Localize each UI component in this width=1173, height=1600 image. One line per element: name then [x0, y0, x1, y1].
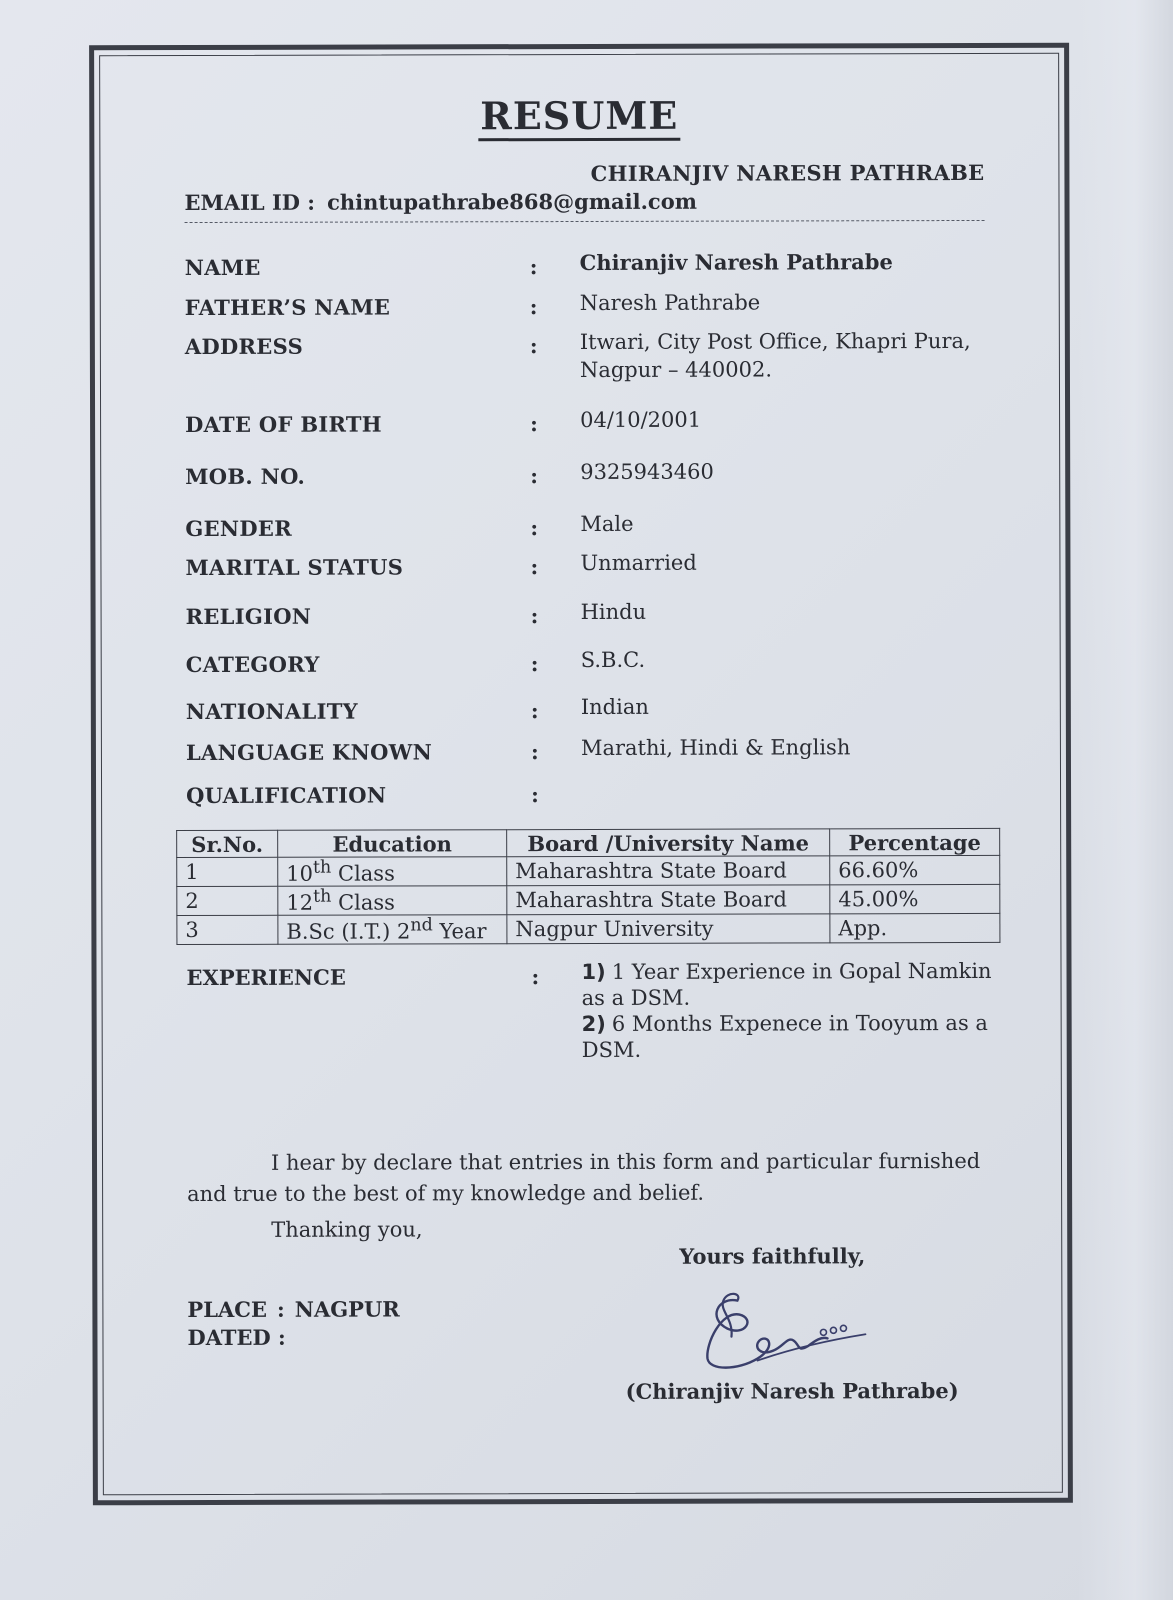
detail-label: FATHER’S NAME	[184, 294, 391, 321]
cell-education: 10th Class	[278, 857, 507, 887]
column-header: Percentage	[830, 828, 1000, 855]
detail-colon: :	[530, 651, 539, 677]
signature-image	[697, 1288, 877, 1378]
email-value: chintupathrabe868@gmail.com	[327, 188, 697, 215]
email-label: EMAIL ID :	[184, 189, 316, 216]
detail-colon: :	[530, 463, 539, 489]
cell-education: 12th Class	[278, 886, 507, 916]
cell-sr: 2	[177, 886, 278, 915]
detail-label: NATIONALITY	[185, 698, 358, 725]
signature-name: (Chiranjiv Naresh Pathrabe)	[625, 1378, 959, 1404]
cell-board: Nagpur University	[507, 914, 830, 944]
detail-label: RELIGION	[185, 603, 312, 630]
detail-colon: :	[529, 254, 538, 280]
detail-label: QUALIFICATION	[186, 782, 387, 809]
cell-percentage: 66.60%	[830, 855, 1000, 884]
detail-colon: :	[529, 294, 538, 320]
closing-text: Yours faithfully,	[679, 1243, 866, 1269]
detail-value: S.B.C.	[580, 647, 646, 673]
detail-label: LANGUAGE KNOWN	[185, 739, 433, 766]
table-row	[177, 884, 1000, 915]
email-line	[184, 189, 696, 215]
page-edge-shadow	[1078, 0, 1173, 1600]
detail-value: 9325943460	[580, 459, 714, 485]
detail-colon: :	[529, 333, 538, 359]
detail-label: MARITAL STATUS	[185, 554, 404, 581]
column-header: Board /University Name	[507, 829, 830, 857]
detail-value: Naresh Pathrabe	[579, 290, 761, 316]
place-line: PLACE : NAGPUR	[187, 1296, 400, 1323]
dated-line: DATED :	[187, 1324, 286, 1351]
detail-value: Male	[580, 511, 634, 537]
cell-sr: 3	[177, 915, 278, 944]
detail-colon: :	[531, 782, 539, 808]
detail-value: Itwari, City Post Office, Khapri Pura,	[579, 328, 971, 355]
resume-title: RESUME	[94, 92, 1064, 140]
detail-colon: :	[530, 603, 539, 629]
detail-label: DATE OF BIRTH	[185, 411, 382, 438]
detail-value: Hindu	[580, 599, 647, 625]
detail-value: Marathi, Hindi & English	[580, 735, 851, 761]
detail-value: 04/10/2001	[580, 407, 702, 433]
table-header-row	[177, 828, 1000, 857]
detail-label: GENDER	[185, 515, 292, 542]
cell-education: B.Sc (I.T.) 2nd Year	[278, 915, 507, 945]
experience-label: EXPERIENCE	[186, 964, 346, 991]
detail-value: Unmarried	[580, 550, 697, 576]
table-row	[177, 913, 1000, 944]
header-name: CHIRANJIV NARESH PATHRABE	[590, 159, 985, 186]
detail-value: Chiranjiv Naresh Pathrabe	[579, 249, 893, 276]
cell-sr: 1	[177, 857, 278, 886]
column-header: Education	[278, 830, 507, 858]
detail-value-line2: Nagpur – 440002.	[579, 357, 773, 383]
detail-colon: :	[530, 698, 539, 724]
detail-label: ADDRESS	[184, 333, 304, 360]
list-item: 1) 1 Year Experience in Gopal Namkin as a DSM.	[581, 958, 992, 1010]
cell-percentage: App.	[830, 913, 1000, 942]
column-header: Sr.No.	[177, 830, 278, 857]
detail-value: Indian	[580, 694, 649, 720]
detail-label: CATEGORY	[185, 651, 320, 678]
thanking-text: Thanking you,	[271, 1217, 423, 1242]
list-item: 2) 6 Months Expenece in Tooyum as a DSM.	[581, 1010, 988, 1062]
detail-label: NAME	[184, 254, 261, 281]
cell-board: Maharashtra State Board	[507, 885, 830, 915]
cell-board: Maharashtra State Board	[507, 856, 830, 886]
cell-percentage: 45.00%	[830, 884, 1000, 913]
detail-label: MOB. NO.	[185, 463, 306, 490]
experience-list	[581, 958, 1001, 1063]
detail-colon: :	[530, 554, 539, 580]
detail-colon: :	[531, 964, 540, 990]
resume-frame	[89, 43, 1073, 1506]
detail-colon: :	[530, 515, 539, 541]
detail-colon: :	[530, 411, 538, 437]
table-row	[177, 855, 1000, 886]
detail-colon: :	[530, 739, 539, 765]
declaration-text: I hear by declare that entries in this form and particular furnished and true to the best of my knowledge and belief.	[187, 1148, 981, 1207]
education-table	[176, 828, 1000, 945]
place-date-block	[187, 1295, 399, 1352]
